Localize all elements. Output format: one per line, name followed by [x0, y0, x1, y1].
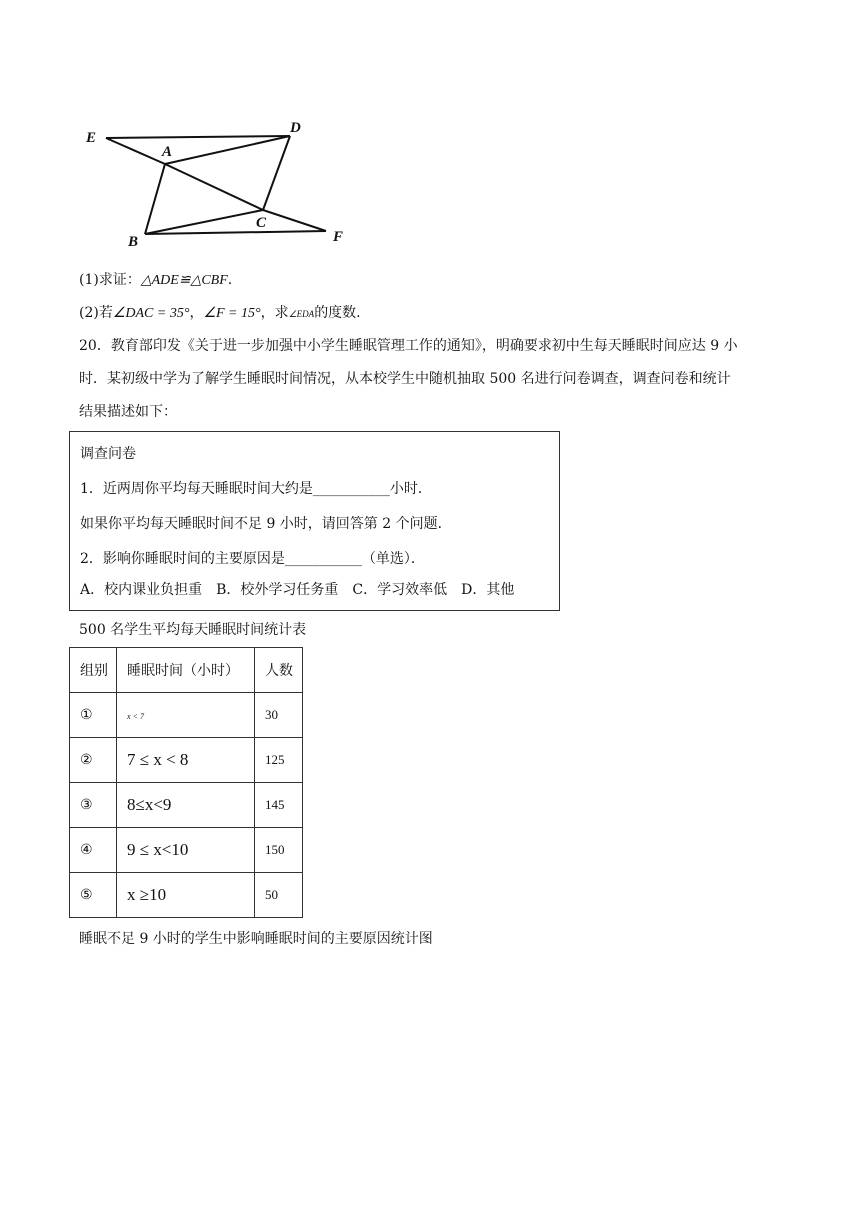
survey-options: A．校内课业负担重 B．校外学习任务重 C．学习效率低 D．其他 [80, 582, 515, 598]
group-cell: ③ [70, 783, 117, 828]
problem-20-line-2: 时．某初级中学为了解学生睡眠时间情况，从本校学生中随机抽取 500 名进行问卷调查，调查问卷和统计 [79, 371, 731, 387]
chart-title: 睡眠不足 9 小时的学生中影响睡眠时间的主要原因统计图 [79, 931, 433, 947]
survey-title: 调查问卷 [80, 446, 136, 462]
survey-note: 如果你平均每天睡眠时间不足 9 小时，请回答第 2 个问题． [80, 516, 452, 532]
geometry-figure [78, 115, 358, 255]
count-cell: 50 [255, 873, 303, 918]
sleep-time-table [69, 647, 303, 918]
question-2-math-3: ∠EDA [288, 309, 315, 319]
problem-20-line-1: 20．教育部印发《关于进一步加强中小学生睡眠管理工作的通知》，明确要求初中生每天睡眠时间应达 9 小 [79, 338, 738, 354]
table-row [70, 873, 303, 918]
table-row [70, 828, 303, 873]
survey-question-2: 2．影响你睡眠时间的主要原因是___________（单选）． [80, 551, 425, 567]
range-cell: x ≥10 [127, 885, 167, 904]
count-cell: 150 [255, 828, 303, 873]
question-2-math-1: ∠DAC = 35° [112, 306, 190, 321]
question-2-math-2: ∠F = 15° [203, 306, 261, 321]
table-header-row [70, 648, 303, 693]
header-count: 人数 [255, 648, 303, 693]
point-label-d: D [290, 120, 301, 136]
range-cell: 8≤x<9 [127, 795, 172, 814]
question-1: (1)求证：△ADE≌△CBF. [79, 272, 233, 288]
table-title: 500 名学生平均每天睡眠时间统计表 [79, 622, 307, 638]
count-cell: 125 [255, 738, 303, 783]
point-label-b: B [128, 234, 139, 250]
survey-question-1: 1．近两周你平均每天睡眠时间大约是___________小时． [80, 481, 432, 497]
table-row [70, 783, 303, 828]
table-row [70, 693, 303, 738]
count-cell: 145 [255, 783, 303, 828]
header-sleep-time: 睡眠时间（小时） [117, 648, 255, 693]
group-cell: ⑤ [70, 873, 117, 918]
question-1-math: △ADE≌△CBF [140, 273, 228, 288]
group-cell: ① [70, 693, 117, 738]
range-cell: x < 7 [127, 712, 144, 721]
header-group: 组别 [70, 648, 117, 693]
point-label-c: C [256, 215, 267, 231]
point-label-e: E [86, 130, 97, 146]
range-cell: 9 ≤ x<10 [127, 840, 189, 859]
survey-box [69, 431, 560, 611]
point-label-a: A [162, 144, 173, 160]
point-label-f: F [333, 229, 344, 245]
question-2: (2)若∠DAC = 35°，∠F = 15°，求∠EDA的度数. [79, 305, 361, 321]
table-row [70, 738, 303, 783]
group-cell: ② [70, 738, 117, 783]
count-cell: 30 [255, 693, 303, 738]
problem-20-line-3: 结果描述如下： [79, 404, 177, 420]
group-cell: ④ [70, 828, 117, 873]
range-cell: 7 ≤ x < 8 [127, 750, 189, 769]
